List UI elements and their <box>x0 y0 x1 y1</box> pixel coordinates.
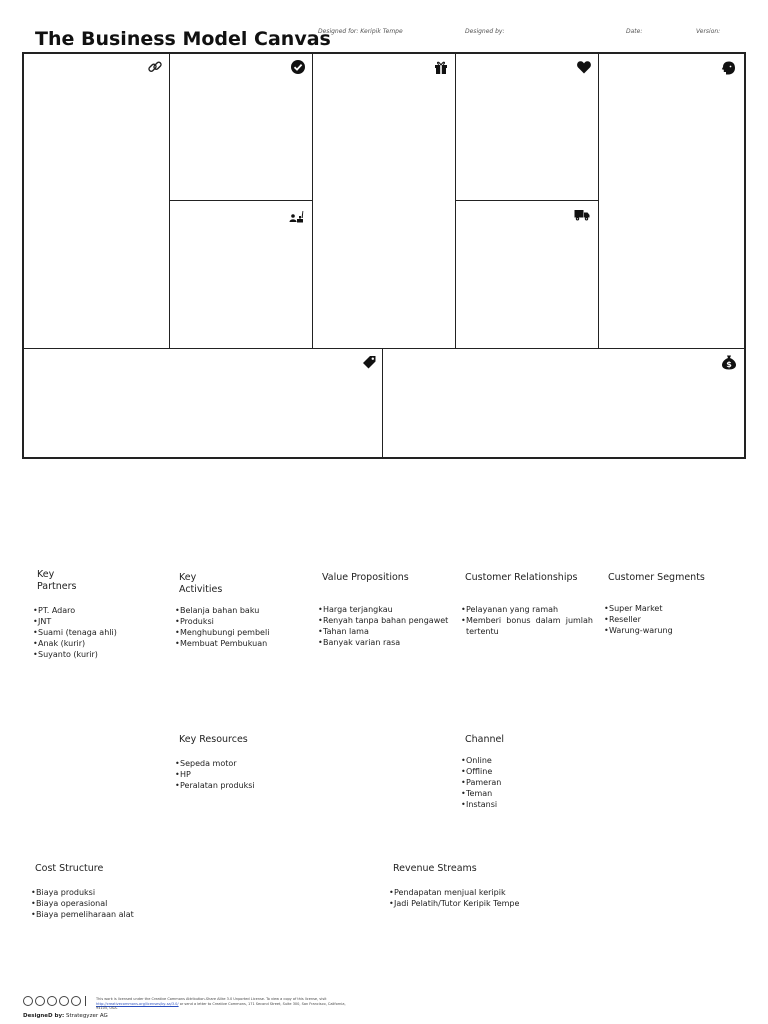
section-title: Customer Relationships <box>465 572 578 583</box>
list-item: • Pameran <box>461 777 596 788</box>
section-customer-segments <box>604 572 744 636</box>
list-item: • Pendapatan menjual keripik <box>389 887 589 898</box>
section-key-resources <box>175 734 310 791</box>
license-text <box>96 997 346 1011</box>
list-item: • PT. Adaro <box>33 605 163 616</box>
section-channel <box>461 734 596 810</box>
section-key-partners <box>33 569 163 660</box>
gift-icon <box>433 59 449 75</box>
designed-by-value: Strategyzer AG <box>66 1013 108 1019</box>
list-item: • Teman <box>461 788 596 799</box>
cc-sa-icon <box>47 996 57 1006</box>
cc-icon <box>23 996 33 1006</box>
svg-text:$: $ <box>726 360 732 369</box>
list-item: • Offline <box>461 766 596 777</box>
list-item: • Pelayanan yang ramah <box>461 604 593 615</box>
price-tag-icon <box>361 354 377 370</box>
grid-divider <box>382 348 383 457</box>
section-title: Key Resources <box>179 734 248 745</box>
list-item: • Sepeda motor <box>175 758 310 769</box>
list-item: • Biaya operasional <box>31 898 231 909</box>
section-title: Key Partners <box>37 569 77 592</box>
designed-by-credit <box>23 1013 108 1019</box>
grid-divider <box>455 200 598 201</box>
grid-divider <box>24 348 744 349</box>
list-item: • Produksi <box>175 616 310 627</box>
section-title: Customer Segments <box>608 572 705 583</box>
section-title: Value Propositions <box>322 572 409 583</box>
grid-divider <box>169 200 312 201</box>
list-item: • Belanja bahan baku <box>175 605 310 616</box>
page-title: The Business Model Canvas <box>35 28 331 50</box>
list-item: • Peralatan produksi <box>175 780 310 791</box>
list-item: • Warung-warung <box>604 625 744 636</box>
version-field: Version: <box>696 28 721 35</box>
list-item: • Anak (kurir) <box>33 638 163 649</box>
worker-icon <box>288 208 304 224</box>
list-item: • Tahan lama <box>318 626 453 637</box>
list-item: • Memberi bonus dalam jumlah tertentu <box>461 615 593 637</box>
heart-icon <box>576 59 592 75</box>
cc-by-icon <box>35 996 45 1006</box>
truck-icon <box>574 206 590 222</box>
section-title: Channel <box>465 734 505 745</box>
list-item: • Banyak varian rasa <box>318 637 453 648</box>
link-icon <box>147 59 163 75</box>
face-icon <box>720 60 736 76</box>
list-item: • Harga terjangkau <box>318 604 453 615</box>
grid-divider <box>455 54 456 348</box>
grid-divider <box>598 54 599 348</box>
list-item: • Biaya produksi <box>31 887 231 898</box>
money-bag-icon <box>721 354 737 370</box>
list-item: • Renyah tanpa bahan pengawet <box>318 615 453 626</box>
section-title: Revenue Streams <box>393 863 477 874</box>
section-key-activities <box>175 572 310 649</box>
list-item: • Jadi Pelatih/Tutor Keripik Tempe <box>389 898 589 909</box>
designed-for-field: Designed for: Keripik Tempe <box>318 28 403 35</box>
list-item: • Super Market <box>604 603 744 614</box>
designed-by-field: Designed by: <box>465 28 505 35</box>
designed-by-label: DesigneD by: <box>23 1013 65 1019</box>
list-item: • Menghubungi pembeli <box>175 627 310 638</box>
license-statement: This work is licensed under the Creative Commons Attribution-Share Alike 3.0 Unported License. To view a copy of this license, visit <box>96 997 327 1001</box>
license-link[interactable]: http://creativecommons.org/licenses/by-sa/3.0/ <box>96 1001 179 1006</box>
cc-attribution-icon <box>71 996 81 1006</box>
list-item: • Membuat Pembukuan <box>175 638 310 649</box>
section-customer-relationships <box>461 572 593 637</box>
list-item: • Suami (tenaga ahli) <box>33 627 163 638</box>
date-field: Date: <box>626 28 643 35</box>
section-title: Key Activities <box>179 572 223 595</box>
footer-divider <box>85 996 86 1006</box>
list-item: • HP <box>175 769 310 780</box>
section-value-propositions <box>318 572 453 648</box>
list-item: • Online <box>461 755 596 766</box>
grid-divider <box>169 54 170 348</box>
creative-commons-badges <box>23 996 86 1006</box>
list-item: • Instansi <box>461 799 596 810</box>
business-model-canvas-grid <box>22 52 746 459</box>
checkmark-icon <box>290 59 306 75</box>
list-item: • Biaya pemeliharaan alat <box>31 909 231 920</box>
list-item: • Reseller <box>604 614 744 625</box>
section-title: Cost Structure <box>35 863 104 874</box>
section-revenue-streams <box>389 863 589 909</box>
list-item: • Suyanto (kurir) <box>33 649 163 660</box>
license-address: or send a letter to Creative Commons, 171 Second Street, Suite 300, San Francisco, California, 94105, USA. <box>96 1001 346 1010</box>
cc-share-icon <box>59 996 69 1006</box>
grid-divider <box>312 54 313 348</box>
list-item: • JNT <box>33 616 163 627</box>
section-cost-structure <box>31 863 231 920</box>
